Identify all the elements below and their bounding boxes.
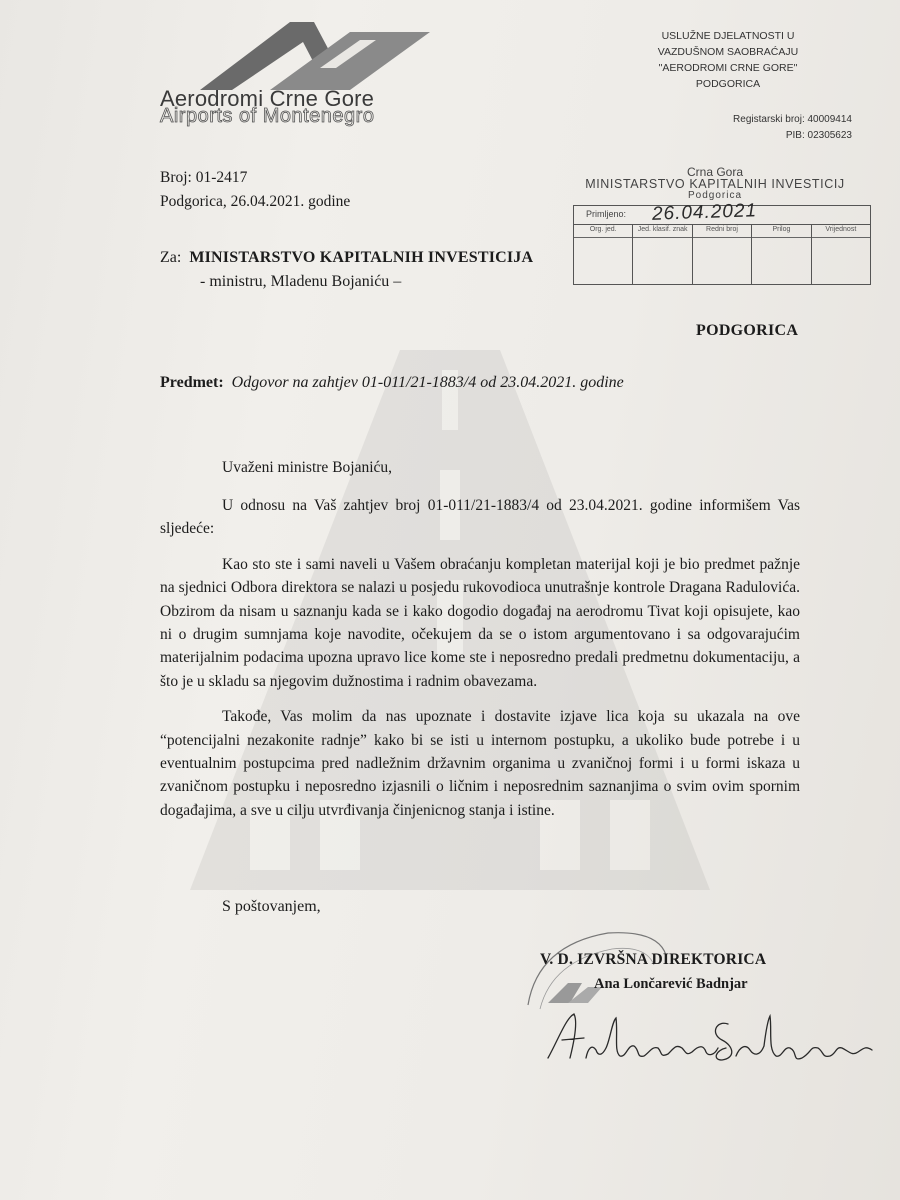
stamp-received-label: Primljeno: (586, 209, 627, 219)
subject-text: Odgovor na zahtjev 01-011/21-1883/4 od 23.04.2021. godine (231, 374, 624, 391)
registration-number: Registarski broj: 40009414 (733, 114, 852, 125)
company-line: PODGORICA (695, 78, 761, 90)
pib-number: PIB: 02305623 (785, 130, 852, 141)
logo-name: Aerodromi Crne Gore (160, 86, 375, 111)
greeting: Uvaženi ministre Bojaniću, (222, 459, 393, 476)
subject-label: Predmet: (160, 374, 224, 391)
company-line: VAZDUŠNOM SAOBRAĆAJU (657, 46, 799, 58)
company-line: USLUŽNE DJELATNOSTI U (661, 30, 795, 42)
recipient-organization: MINISTARSTVO KAPITALNIH INVESTICIJA (189, 249, 534, 266)
recipient-label: Za: (160, 249, 182, 266)
stamp-city: Podgorica (687, 190, 743, 201)
stamp-column-label: Prilog (772, 226, 791, 233)
signatory-title: V. D. IZVRŠNA DIREKTORICA (540, 951, 767, 968)
stamp-column (633, 224, 692, 284)
document-place-date: Podgorica, 26.04.2021. godine (160, 193, 351, 210)
company-line: "AERODROMI CRNE GORE" (658, 62, 798, 74)
company-header (608, 28, 848, 92)
letter-body (160, 494, 800, 834)
recipient-city: PODGORICA (696, 322, 799, 339)
stamp-column-label: Redni broj (706, 226, 738, 233)
handwritten-signature (540, 1000, 880, 1070)
stamp-received-row (574, 200, 870, 225)
stamp-received-date: 26.04.2021 (651, 200, 758, 225)
body-paragraph: Kao sto ste i sami naveli u Vašem obraćanju kompletan materijal koji je bio predmet pažnje na sjednici Odbora direktora se nalazi u posjedu rukovodioca unutrašnje kontrole Dragana Radulovića. Obzirom da nisam u saznanju kada se i kako dogodio događaj na aerodromu Tivat koji opisujete, kao ni o drugim sumnjama koje navodite, očekujem da se o istom argumentovano i sa odgovarajućim materijalnim podacima upozna upravo lice kome ste i neposredno predali predmetnu dokumentaciju, a što je u skladu sa njegovim dužnostima i radnim obavezama. (160, 555, 800, 690)
runway-logo-icon (200, 22, 430, 92)
stamp-column (812, 224, 870, 284)
stamp-column (752, 224, 811, 284)
body-paragraph: U odnosu na Vaš zahtjev broj 01-011/21-1883/4 od 23.04.2021. godine informišem Vas sljedeće: (160, 497, 800, 538)
closing-regards: S poštovanjem, (222, 898, 321, 915)
stamp-column-label: Vrijednost (825, 226, 857, 233)
received-stamp-header (570, 166, 860, 202)
stamp-column (693, 224, 752, 284)
subject-line (160, 374, 624, 392)
stamp-column (574, 224, 633, 284)
logo-subtitle: Airports of Montenegro (160, 105, 375, 127)
stamp-country: Crna Gora (686, 165, 744, 179)
document-reference (160, 166, 350, 214)
stamp-columns (574, 224, 870, 284)
recipient-person: - ministru, Mladenu Bojaniću – (200, 273, 402, 290)
registration-info (592, 112, 852, 144)
stamp-column-label: Org. jed. (589, 226, 617, 233)
received-stamp (573, 200, 871, 285)
stamp-ministry: MINISTARSTVO KAPITALNIH INVESTICIJ (585, 177, 845, 191)
recipient-block (160, 246, 533, 294)
document-number: Broj: 01-2417 (160, 169, 248, 186)
body-paragraph: Takođe, Vas molim da nas upoznate i dostavite izjave lica koja su ukazala na ove “potencijalni nezakonite radnje” kako bi se isti u internom postupku, a ukoliko bude potrebe i u eventualnim postupcima pred nadležnim državnim organima u zvaničnoj formi i u formi iskaza u zvaničnom postupku i neposredno izjasnili o ličnim i neposrednim saznanjima o svim ovim spornim događajima, a sve u cilju utvrđivanja činjenicnog stanja i istine. (160, 708, 800, 819)
signatory-name: Ana Lončarević Badnjar (594, 976, 748, 992)
stamp-column-label: Jed. klasif. znak (637, 226, 688, 233)
